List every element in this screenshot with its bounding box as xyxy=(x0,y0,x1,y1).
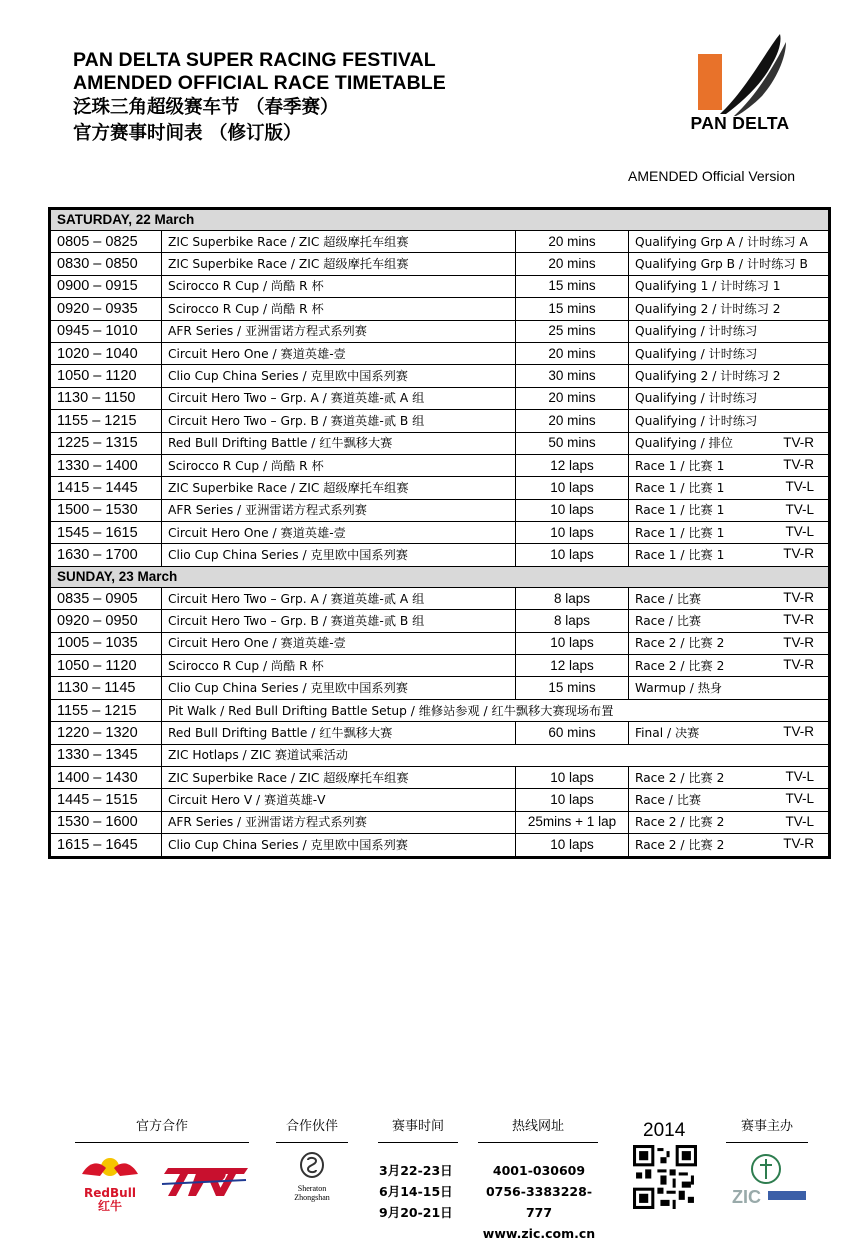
table-row xyxy=(51,231,829,253)
sheraton-crest-icon xyxy=(299,1151,325,1179)
duration-cell: 15 mins xyxy=(516,275,629,297)
duration-cell: 10 laps xyxy=(516,477,629,499)
duration-cell: 10 laps xyxy=(516,632,629,654)
hotline-heading: 热线网址 xyxy=(511,1119,564,1134)
duration-cell: 10 laps xyxy=(516,499,629,521)
sheraton-logo xyxy=(286,1151,338,1213)
duration-cell: 20 mins xyxy=(516,410,629,432)
tv-label: TV-R xyxy=(783,589,814,605)
session-label: Race 1 / 比赛 1 xyxy=(635,458,725,473)
table-row xyxy=(51,744,829,766)
partner-heading: 合作伙伴 xyxy=(285,1119,338,1134)
session-label: Race 1 / 比赛 1 xyxy=(635,548,725,563)
day-header-row xyxy=(51,210,829,231)
tv-label: TV-L xyxy=(785,501,814,517)
time-cell: 1050 – 1120 xyxy=(51,365,162,387)
race-time-heading: 赛事时间 xyxy=(391,1119,444,1134)
session-label: Qualifying 2 / 计时练习 2 xyxy=(635,301,781,316)
event-cell: AFR Series / 亚洲雷诺方程式系列赛 xyxy=(162,811,516,833)
session-label: Race 1 / 比赛 1 xyxy=(635,480,725,495)
phone-number: 0756-3383228-777 xyxy=(485,1184,593,1220)
session-cell xyxy=(629,544,829,566)
event-cell: Red Bull Drifting Battle / 红牛飘移大赛 xyxy=(162,432,516,454)
table-row xyxy=(51,632,829,654)
svg-text:ZIC: ZIC xyxy=(732,1187,761,1207)
time-cell: 1220 – 1320 xyxy=(51,722,162,744)
session-label: Qualifying / 计时练习 xyxy=(635,324,758,339)
time-cell: 1330 – 1345 xyxy=(51,744,162,766)
duration-cell: 8 laps xyxy=(516,587,629,609)
zic-logo-icon xyxy=(728,1151,810,1211)
table-row xyxy=(51,834,829,856)
event-cell: Scirocco R Cup / 尚酷 R 杯 xyxy=(162,655,516,677)
event-cell: Clio Cup China Series / 克里欧中国系列赛 xyxy=(162,544,516,566)
event-cell: Scirocco R Cup / 尚酷 R 杯 xyxy=(162,298,516,320)
event-cell: Clio Cup China Series / 克里欧中国系列赛 xyxy=(162,365,516,387)
time-cell: 1330 – 1400 xyxy=(51,454,162,476)
time-cell: 1530 – 1600 xyxy=(51,811,162,833)
session-cell xyxy=(629,677,829,699)
session-label: Race 2 / 比赛 2 xyxy=(635,658,725,673)
time-cell: 1020 – 1040 xyxy=(51,342,162,364)
time-cell: 1225 – 1315 xyxy=(51,432,162,454)
tv-label: TV-L xyxy=(785,768,814,784)
session-label: Race 2 / 比赛 2 xyxy=(635,815,725,830)
duration-cell: 50 mins xyxy=(516,432,629,454)
table-row xyxy=(51,342,829,364)
divider xyxy=(726,1142,808,1143)
table-row xyxy=(51,477,829,499)
session-label: Qualifying 1 / 计时练习 1 xyxy=(635,279,781,294)
table-row xyxy=(51,766,829,788)
logo-text: PAN DELTA xyxy=(690,113,790,133)
duration-cell: 15 mins xyxy=(516,677,629,699)
year-label: 2014 xyxy=(643,1120,686,1141)
table-row xyxy=(51,365,829,387)
session-label: Qualifying / 计时练习 xyxy=(635,413,758,428)
event-cell: Circuit Hero One / 赛道英雄-壹 xyxy=(162,632,516,654)
tv-label: TV-R xyxy=(783,657,814,673)
race-date: 6月14-15日 xyxy=(379,1184,453,1199)
table-row xyxy=(51,677,829,699)
session-label: Race 2 / 比赛 2 xyxy=(635,636,725,651)
time-cell: 0900 – 0915 xyxy=(51,275,162,297)
event-cell: AFR Series / 亚洲雷诺方程式系列赛 xyxy=(162,320,516,342)
contacts xyxy=(475,1160,603,1244)
duration-cell: 10 laps xyxy=(516,834,629,856)
time-cell: 0835 – 0905 xyxy=(51,587,162,609)
session-cell xyxy=(629,365,829,387)
session-label: Final / 决赛 xyxy=(635,725,700,740)
session-label: Race 2 / 比赛 2 xyxy=(635,770,725,785)
session-cell xyxy=(629,275,829,297)
session-cell xyxy=(629,231,829,253)
session-cell xyxy=(629,320,829,342)
session-label: Race 1 / 比赛 1 xyxy=(635,503,725,518)
event-cell: ZIC Superbike Race / ZIC 超级摩托车组赛 xyxy=(162,477,516,499)
session-cell xyxy=(629,722,829,744)
table-row xyxy=(51,789,829,811)
table-row xyxy=(51,298,829,320)
event-cell: Scirocco R Cup / 尚酷 R 杯 xyxy=(162,454,516,476)
tv-label: TV-R xyxy=(783,456,814,472)
time-cell: 1500 – 1530 xyxy=(51,499,162,521)
tv-label: TV-L xyxy=(785,479,814,495)
race-date: 9月20-21日 xyxy=(379,1205,453,1220)
duration-cell: 10 laps xyxy=(516,766,629,788)
time-cell: 1615 – 1645 xyxy=(51,834,162,856)
session-cell xyxy=(629,587,829,609)
event-cell: AFR Series / 亚洲雷诺方程式系列赛 xyxy=(162,499,516,521)
event-cell: Pit Walk / Red Bull Drifting Battle Setup / 维修站参观 / 红牛飘移大赛现场布置 xyxy=(162,699,829,721)
redbull-logo-text: RedBull 红牛 xyxy=(84,1186,136,1213)
time-cell: 1415 – 1445 xyxy=(51,477,162,499)
event-cell: Scirocco R Cup / 尚酷 R 杯 xyxy=(162,275,516,297)
time-cell: 1130 – 1150 xyxy=(51,387,162,409)
tv-label: TV-L xyxy=(785,813,814,829)
table-row xyxy=(51,522,829,544)
event-cell: Circuit Hero One / 赛道英雄-壹 xyxy=(162,522,516,544)
table-row xyxy=(51,387,829,409)
session-cell xyxy=(629,610,829,632)
title-zh-1: 泛珠三角超级赛车节 （春季赛） xyxy=(73,97,339,118)
day-label: SATURDAY, 22 March xyxy=(51,210,829,231)
session-label: Race / 比赛 xyxy=(635,613,702,628)
day-header-row xyxy=(51,566,829,587)
session-cell xyxy=(629,632,829,654)
trt-logo-icon xyxy=(160,1160,250,1200)
duration-cell: 20 mins xyxy=(516,231,629,253)
time-cell: 1050 – 1120 xyxy=(51,655,162,677)
timetable xyxy=(48,207,831,859)
session-cell xyxy=(629,432,829,454)
session-cell xyxy=(629,522,829,544)
time-cell: 0920 – 0935 xyxy=(51,298,162,320)
event-cell: ZIC Hotlaps / ZIC 赛道试乘活动 xyxy=(162,744,829,766)
tv-label: TV-R xyxy=(783,434,814,450)
event-cell: Red Bull Drifting Battle / 红牛飘移大赛 xyxy=(162,722,516,744)
event-cell: Circuit Hero Two – Grp. A / 赛道英雄-贰 A 组 xyxy=(162,587,516,609)
session-label: Qualifying / 计时练习 xyxy=(635,391,758,406)
official-partner-heading: 官方合作 xyxy=(135,1119,188,1134)
table-row xyxy=(51,499,829,521)
session-cell xyxy=(629,387,829,409)
tv-label: TV-L xyxy=(785,791,814,807)
session-label: Race 2 / 比赛 2 xyxy=(635,837,725,852)
footer xyxy=(0,1115,860,1241)
race-date: 3月22-23日 xyxy=(379,1163,453,1178)
time-cell: 1400 – 1430 xyxy=(51,766,162,788)
time-cell: 1545 – 1615 xyxy=(51,522,162,544)
duration-cell: 25 mins xyxy=(516,320,629,342)
duration-cell: 30 mins xyxy=(516,365,629,387)
session-label: Warmup / 热身 xyxy=(635,681,723,696)
qr-code-icon xyxy=(633,1145,697,1209)
divider xyxy=(75,1142,249,1143)
event-cell: Circuit Hero Two – Grp. A / 赛道英雄-贰 A 组 xyxy=(162,387,516,409)
time-cell: 0945 – 1010 xyxy=(51,320,162,342)
time-cell: 1630 – 1700 xyxy=(51,544,162,566)
tv-label: TV-R xyxy=(783,546,814,562)
duration-cell: 60 mins xyxy=(516,722,629,744)
tv-label: TV-R xyxy=(783,612,814,628)
time-cell: 1130 – 1145 xyxy=(51,677,162,699)
time-cell: 0920 – 0950 xyxy=(51,610,162,632)
tv-label: TV-R xyxy=(783,634,814,650)
session-label: Qualifying / 排位 xyxy=(635,436,733,451)
session-cell xyxy=(629,499,829,521)
table-row xyxy=(51,587,829,609)
duration-cell: 10 laps xyxy=(516,544,629,566)
table-row xyxy=(51,722,829,744)
organizer-heading: 赛事主办 xyxy=(740,1119,793,1134)
redbull-bulls-icon xyxy=(78,1152,142,1182)
version-label: AMENDED Official Version xyxy=(628,168,796,184)
tv-label: TV-R xyxy=(783,724,814,740)
event-cell: Circuit Hero Two – Grp. B / 赛道英雄-贰 B 组 xyxy=(162,410,516,432)
website: www.zic.com.cn xyxy=(482,1226,596,1241)
event-cell: Circuit Hero V / 赛道英雄-V xyxy=(162,789,516,811)
header xyxy=(73,49,446,147)
table-row xyxy=(51,410,829,432)
session-cell xyxy=(629,811,829,833)
redbull-logo xyxy=(78,1152,142,1213)
event-cell: Clio Cup China Series / 克里欧中国系列赛 xyxy=(162,677,516,699)
time-cell: 1155 – 1215 xyxy=(51,699,162,721)
table-row xyxy=(51,544,829,566)
table-row xyxy=(51,253,829,275)
tv-label: TV-R xyxy=(783,836,814,852)
duration-cell: 15 mins xyxy=(516,298,629,320)
sheraton-logo-text: Sheraton Zhongshan xyxy=(294,1184,330,1202)
divider xyxy=(478,1142,598,1143)
title-en-2: AMENDED OFFICIAL RACE TIMETABLE xyxy=(73,72,446,94)
event-cell: Circuit Hero One / 赛道英雄-壹 xyxy=(162,342,516,364)
session-label: Qualifying / 计时练习 xyxy=(635,346,758,361)
time-cell: 1155 – 1215 xyxy=(51,410,162,432)
event-cell: ZIC Superbike Race / ZIC 超级摩托车组赛 xyxy=(162,766,516,788)
session-cell xyxy=(629,789,829,811)
table-row xyxy=(51,454,829,476)
session-cell xyxy=(629,298,829,320)
duration-cell: 20 mins xyxy=(516,387,629,409)
divider xyxy=(276,1142,348,1143)
table-row xyxy=(51,610,829,632)
title-en-1: PAN DELTA SUPER RACING FESTIVAL xyxy=(73,49,436,71)
table-row xyxy=(51,320,829,342)
time-cell: 0805 – 0825 xyxy=(51,231,162,253)
duration-cell: 8 laps xyxy=(516,610,629,632)
table-row xyxy=(51,655,829,677)
tv-label: TV-L xyxy=(785,524,814,540)
time-cell: 1445 – 1515 xyxy=(51,789,162,811)
session-cell xyxy=(629,477,829,499)
duration-cell: 25mins + 1 lap xyxy=(516,811,629,833)
duration-cell: 10 laps xyxy=(516,789,629,811)
session-cell xyxy=(629,410,829,432)
event-cell: ZIC Superbike Race / ZIC 超级摩托车组赛 xyxy=(162,253,516,275)
time-cell: 0830 – 0850 xyxy=(51,253,162,275)
divider xyxy=(378,1142,458,1143)
time-cell: 1005 – 1035 xyxy=(51,632,162,654)
session-label: Race / 比赛 xyxy=(635,793,702,808)
hotline-number: 4001-030609 xyxy=(492,1163,586,1178)
session-cell xyxy=(629,454,829,476)
duration-cell: 10 laps xyxy=(516,522,629,544)
title-zh-2: 官方赛事时间表 （修订版） xyxy=(73,123,302,144)
table-row xyxy=(51,275,829,297)
table-row xyxy=(51,432,829,454)
duration-cell: 20 mins xyxy=(516,342,629,364)
session-cell xyxy=(629,342,829,364)
race-dates xyxy=(379,1160,453,1223)
session-label: Qualifying Grp A / 计时练习 A xyxy=(635,234,808,249)
session-cell xyxy=(629,253,829,275)
event-cell: Circuit Hero Two – Grp. B / 赛道英雄-贰 B 组 xyxy=(162,610,516,632)
table-row xyxy=(51,699,829,721)
session-label: Race 1 / 比赛 1 xyxy=(635,525,725,540)
session-label: Race / 比赛 xyxy=(635,591,702,606)
table-row xyxy=(51,811,829,833)
session-label: Qualifying 2 / 计时练习 2 xyxy=(635,369,781,384)
duration-cell: 12 laps xyxy=(516,655,629,677)
duration-cell: 20 mins xyxy=(516,253,629,275)
event-cell: ZIC Superbike Race / ZIC 超级摩托车组赛 xyxy=(162,231,516,253)
session-cell xyxy=(629,766,829,788)
event-cell: Clio Cup China Series / 克里欧中国系列赛 xyxy=(162,834,516,856)
session-label: Qualifying Grp B / 计时练习 B xyxy=(635,257,808,272)
session-cell xyxy=(629,655,829,677)
session-cell xyxy=(629,834,829,856)
day-label: SUNDAY, 23 March xyxy=(51,566,829,587)
duration-cell: 12 laps xyxy=(516,454,629,476)
